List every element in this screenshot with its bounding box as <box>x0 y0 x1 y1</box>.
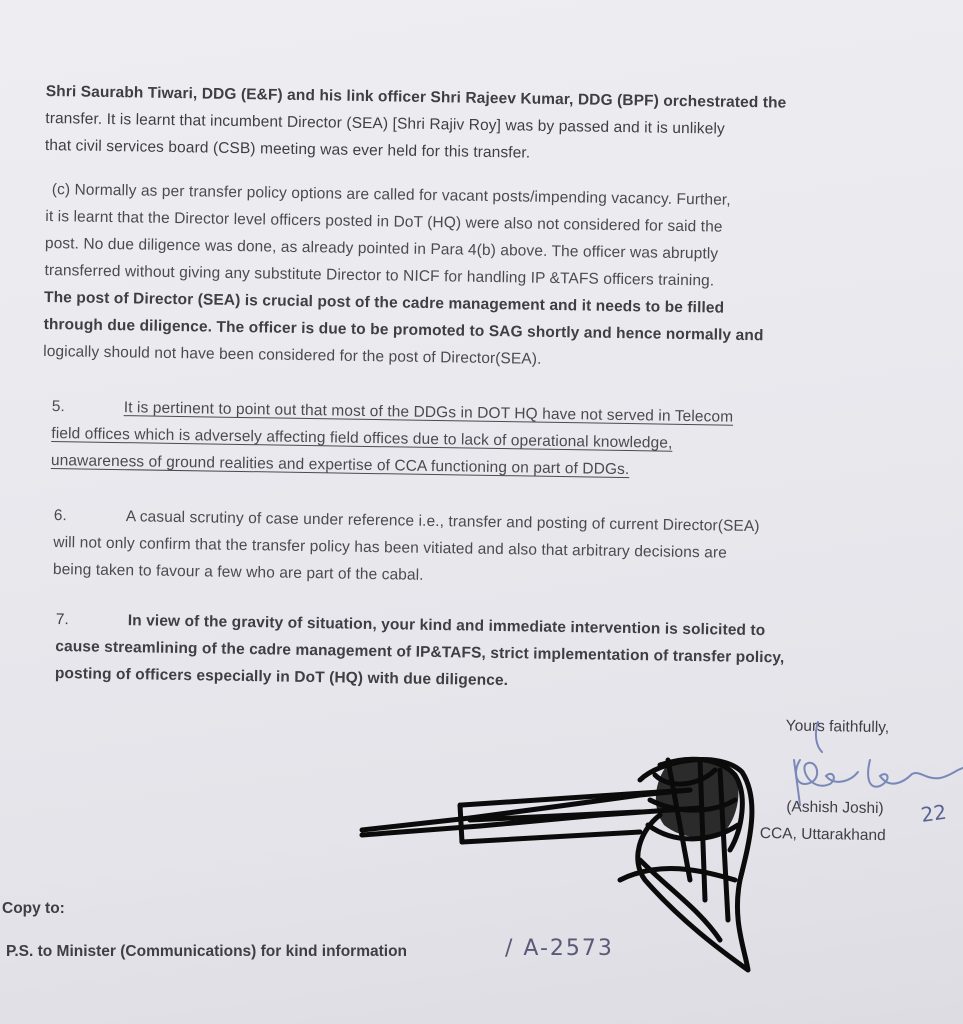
paragraph-5 <box>51 393 734 485</box>
paragraph-text: A casual scrutiny of case under reference i.e., transfer and posting of current Director(SEA) <box>125 508 760 536</box>
paragraph-7 <box>55 606 785 698</box>
paragraph-line: transfer. It is learnt that incumbent Director (SEA) [Shri Rajiv Roy] was by passed and it is unlikely <box>45 109 725 138</box>
paragraph-6 <box>53 502 760 594</box>
signatory-designation: CCA, Uttarakhand <box>759 824 886 845</box>
paragraph-line: field offices which is adversely affecting field offices due to lack of operational knowledge, <box>51 424 673 452</box>
paragraph-line: through due diligence. The officer is due to be promoted to SAG shortly and hence normally and <box>43 315 764 345</box>
svg-text:22: 22 <box>919 799 948 827</box>
paragraph-intro <box>45 78 787 171</box>
paragraph-line: logically should not have been considered for the post of Director(SEA). <box>43 342 542 368</box>
handwritten-reference: / A-2573 <box>505 936 614 961</box>
closing-text: Yours faithfully, <box>785 717 890 737</box>
signature-block <box>760 712 890 849</box>
paragraph-line: (c) Normally as per transfer policy options are called for vacant posts/impending vacancy. Further, <box>51 181 731 209</box>
paragraph-line: The post of Director (SEA) is crucial post of the cadre management and it needs to be filled <box>43 288 725 317</box>
date-scrawl <box>919 800 948 827</box>
redaction-fill <box>656 762 739 837</box>
copy-to-heading: Copy to: <box>2 900 65 917</box>
signatory-name: (Ashish Joshi) <box>786 798 884 818</box>
paragraph-number: 7. <box>55 610 70 629</box>
paragraph-text: In view of the gravity of situation, your kind and immediate intervention is solicited to <box>127 612 766 640</box>
paragraph-line: that civil services board (CSB) meeting was ever held for this transfer. <box>44 136 531 162</box>
copy-recipient: P.S. to Minister (Communications) for kind information <box>6 943 408 960</box>
paragraph-c <box>43 176 766 376</box>
paragraph-line: being taken to favour a few who are part of the cabal. <box>52 560 424 584</box>
paragraph-line: will not only confirm that the transfer policy has been vitiated and also that arbitrary decisions are <box>53 533 728 562</box>
paragraph-number: 6. <box>53 506 68 525</box>
paragraph-line: posting of officers especially in DoT (HQ) with due diligence. <box>54 664 509 690</box>
paragraph-line: cause streamlining of the cadre management of IP&TAFS, strict implementation of transfer policy, <box>55 637 785 667</box>
paragraph-number: 5. <box>51 397 66 416</box>
paragraph-line: Shri Saurabh Tiwari, DDG (E&F) and his link officer Shri Rajeev Kumar, DDG (BPF) orchestrated the <box>45 82 787 112</box>
paragraph-line: post. No due diligence was done, as already pointed in Para 4(b) above. The officer was abruptly <box>44 234 719 263</box>
paragraph-text: It is pertinent to point out that most of the DDGs in DOT HQ have not served in Telecom <box>123 399 734 426</box>
paragraph-line: transferred without giving any substitute Director to NICF for handling IP &TAFS officers training. <box>44 261 715 290</box>
signature-space <box>761 739 889 795</box>
paragraph-line: unawareness of ground realities and expertise of CCA functioning on part of DDGs. <box>50 451 630 479</box>
paragraph-line: it is learnt that the Director level officers posted in DoT (HQ) were also not considered for said the <box>45 207 723 236</box>
